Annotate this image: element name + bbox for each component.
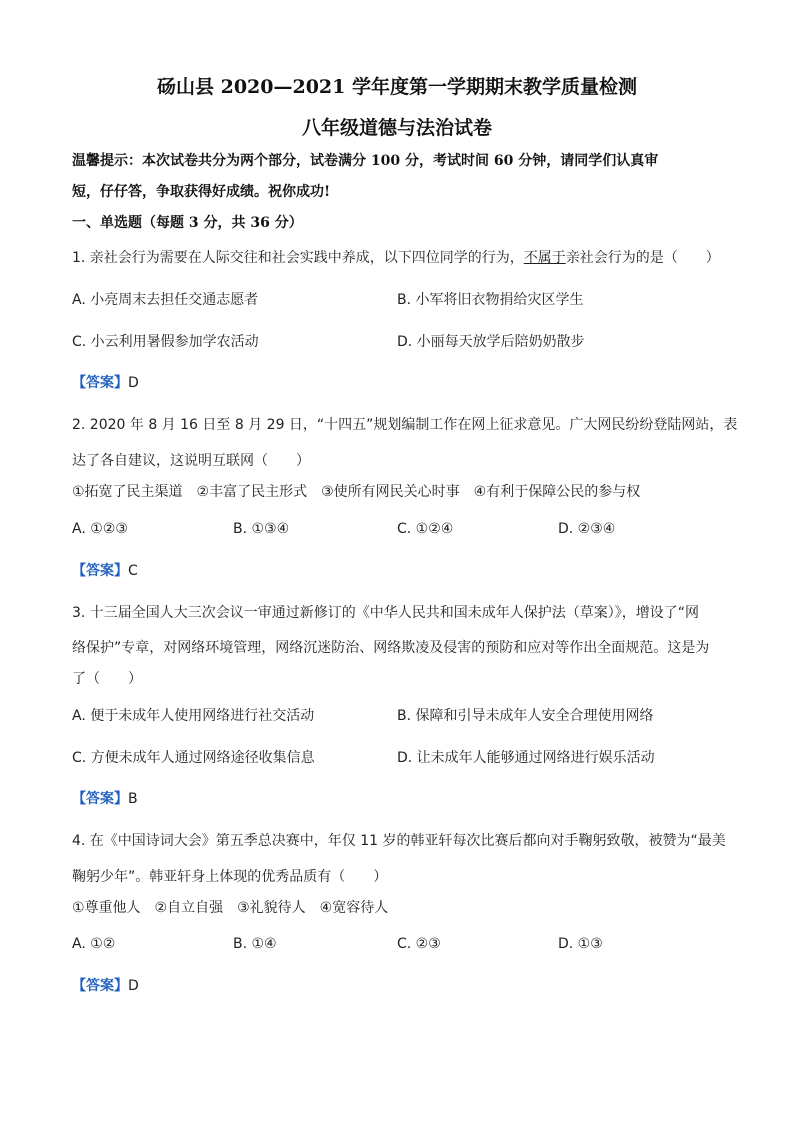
exam-title: 砀山县 2020—2021 学年度第一学期期末教学质量检测 [157,76,637,98]
question-3-option-b: B. 保障和引导未成年人安全合理使用网络 [397,708,654,724]
question-3-stem-line-1: 3. 十三届全国人大三次会议一审通过新修订的《中华人民共和国未成年人保护法（草案）》，增设了“网 [72,605,700,621]
question-3-answer: 【答案】B [72,791,138,807]
question-4-option-a: A. ①② [72,936,116,952]
question-2-answer: 【答案】C [72,563,138,579]
question-2-option-c: C. ①②④ [397,521,454,537]
question-2-items: ①拓宽了民主渠道 ②丰富了民主形式 ③使所有网民关心时事 ④有利于保障公民的参与权 [72,484,641,500]
question-4-answer: 【答案】D [72,978,139,994]
question-3-option-d: D. 让未成年人能够通过网络进行娱乐活动 [397,750,655,766]
answer-tag: 【答案】 [72,563,128,579]
question-4-items: ①尊重他人 ②自立自强 ③礼貌待人 ④宽容待人 [72,900,389,916]
question-4-stem-line-2: 鞠躬少年”。韩亚轩身上体现的优秀品质有（ ） [72,869,388,885]
question-2-option-d: D. ②③④ [558,521,616,537]
question-3-stem-line-2: 络保护”专章，对网络环境管理，网络沉迷防治、网络欺凌及侵害的预防和应对等作出全面规范。这是为 [72,640,710,656]
question-1-stem: 1. 亲社会行为需要在人际交往和社会实践中养成，以下四位同学的行为，不属于亲社会行为的是（ ） [72,250,720,266]
question-4-option-c: C. ②③ [397,936,441,952]
question-3-stem-line-3: 了（ ） [72,671,142,687]
question-3-option-c: C. 方便未成年人通过网络途径收集信息 [72,750,315,766]
question-1-answer: 【答案】D [72,375,139,391]
question-4-option-b: B. ①④ [233,936,277,952]
question-2-stem-line-1: 2. 2020 年 8 月 16 日至 8 月 29 日，“十四五”规划编制工作在网上征求意见。广大网民纷纷登陆网站，表 [72,417,738,433]
question-2-option-a: A. ①②③ [72,521,128,537]
question-1-option-b: B. 小军将旧衣物捐给灾区学生 [397,292,584,308]
question-4-stem-line-1: 4. 在《中国诗词大会》第五季总决赛中，年仅 11 岁的韩亚轩每次比赛后都向对手鞠躬致敬，被赞为“最美 [72,833,726,849]
question-1-option-a: A. 小亮周末去担任交通志愿者 [72,292,259,308]
underlined-keyword: 不属于 [523,250,566,266]
question-2-option-b: B. ①③④ [233,521,290,537]
notice-line-1: 温馨提示：本次试卷共分为两个部分，试卷满分 100 分，考试时间 60 分钟，请同学们认真审 [72,153,659,169]
answer-tag: 【答案】 [72,791,128,807]
question-1-option-d: D. 小丽每天放学后陪奶奶散步 [397,334,585,350]
exam-subtitle: 八年级道德与法治试卷 [301,117,492,139]
question-2-stem-line-2: 达了各自建议，这说明互联网（ ） [72,453,310,469]
answer-tag: 【答案】 [72,978,128,994]
question-3-option-a: A. 便于未成年人使用网络进行社交活动 [72,708,315,724]
question-4-option-d: D. ①③ [558,936,603,952]
answer-tag: 【答案】 [72,375,128,391]
section-heading: 一、单选题（每题 3 分，共 36 分） [72,215,303,231]
question-1-option-c: C. 小云利用暑假参加学农活动 [72,334,259,350]
notice-line-2: 短，仔仔答，争取获得好成绩。祝你成功! [72,184,331,200]
